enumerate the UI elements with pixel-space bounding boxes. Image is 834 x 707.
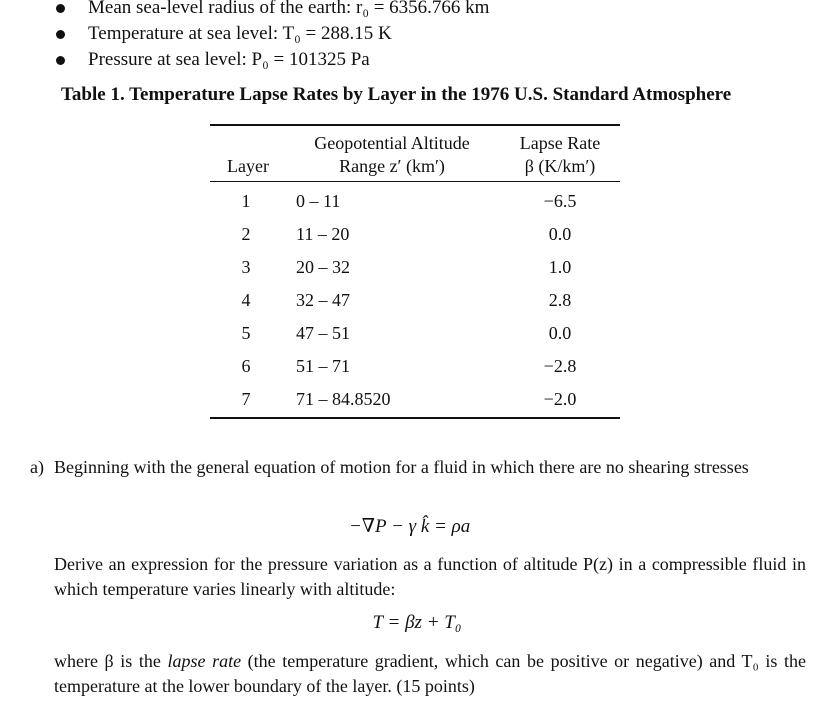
cell-range: 32 – 47 bbox=[296, 290, 350, 310]
cell-range: 47 – 51 bbox=[296, 323, 350, 343]
table-bottom-rule bbox=[210, 417, 620, 419]
cell-layer: 1 bbox=[241, 191, 251, 211]
cell-range: 0 – 11 bbox=[296, 191, 341, 211]
equation-of-motion bbox=[0, 515, 834, 538]
derive-instruction: Derive an expression for the pressure variation as a function of altitude P(z) in a compressible fluid in which temperature varies linearly with altitude: bbox=[54, 554, 806, 599]
cell-range: 51 – 71 bbox=[296, 356, 350, 376]
table-row bbox=[210, 283, 620, 316]
cell-range: 11 – 20 bbox=[296, 224, 350, 244]
list-item bbox=[56, 0, 489, 21]
table-row bbox=[210, 382, 620, 415]
header-altitude-range bbox=[302, 132, 482, 178]
cell-rate: −2.8 bbox=[543, 356, 577, 376]
header-altitude-line1: Geopotential Altitude bbox=[314, 133, 470, 153]
part-label: a) bbox=[30, 457, 44, 477]
cell-rate: 1.0 bbox=[548, 257, 572, 277]
bullet-icon bbox=[56, 56, 65, 65]
cell-rate: 0.0 bbox=[548, 224, 572, 244]
constants-list bbox=[56, 0, 489, 73]
cell-layer: 7 bbox=[241, 389, 251, 409]
cell-rate: −6.5 bbox=[543, 191, 577, 211]
lapse-rate-term: lapse rate bbox=[167, 651, 242, 671]
constant-earth-radius: Mean sea-level radius of the earth: r₀ = 6356.766 km bbox=[88, 0, 490, 18]
temperature-equation bbox=[0, 612, 834, 634]
header-rate-line2: β (K/km′) bbox=[524, 156, 596, 176]
table-body bbox=[210, 184, 620, 415]
header-altitude-line2: Range z′ (km′) bbox=[339, 156, 445, 176]
temperature-equation-text: T = βz + T₀ bbox=[372, 612, 462, 633]
table-row bbox=[210, 217, 620, 250]
cell-layer: 3 bbox=[241, 257, 251, 277]
cell-range: 71 – 84.8520 bbox=[296, 389, 391, 409]
where-suffix: (the temperature gradient, which can be positive or negative) and T₀ is the temperature at the lower boundary of the layer. (15 points) bbox=[54, 651, 806, 696]
where-prefix: where β is the bbox=[54, 651, 168, 671]
header-layer: Layer bbox=[227, 156, 269, 176]
bullet-icon bbox=[56, 30, 65, 39]
cell-layer: 6 bbox=[241, 356, 251, 376]
header-rate-line1: Lapse Rate bbox=[519, 133, 601, 153]
table-row bbox=[210, 316, 620, 349]
table-title: Table 1. Temperature Lapse Rates by Layer in the 1976 U.S. Standard Atmosphere bbox=[61, 84, 732, 105]
table-row bbox=[210, 184, 620, 217]
cell-layer: 2 bbox=[241, 224, 251, 244]
table-row bbox=[210, 250, 620, 283]
equation-motion-text: −∇P − γ k̂ = ρa⃗ bbox=[348, 516, 486, 537]
constant-sea-level-pressure: Pressure at sea level: P₀ = 101325 Pa bbox=[88, 49, 370, 70]
header-lapse-rate bbox=[510, 132, 610, 178]
table-header-rule bbox=[210, 181, 620, 182]
table-row bbox=[210, 349, 620, 382]
cell-rate: 2.8 bbox=[548, 290, 572, 310]
list-item bbox=[56, 47, 489, 73]
table-top-rule bbox=[210, 124, 620, 126]
cell-rate: −2.0 bbox=[543, 389, 577, 409]
cell-range: 20 – 32 bbox=[296, 257, 350, 277]
where-clause bbox=[54, 649, 806, 699]
cell-rate: 0.0 bbox=[548, 323, 572, 343]
list-item bbox=[56, 21, 489, 47]
cell-layer: 5 bbox=[241, 323, 251, 343]
bullet-icon bbox=[56, 4, 65, 13]
constant-sea-level-temperature: Temperature at sea level: T₀ = 288.15 K bbox=[88, 23, 392, 44]
cell-layer: 4 bbox=[241, 290, 251, 310]
part-intro: Beginning with the general equation of motion for a fluid in which there are no shearing stresses bbox=[54, 457, 749, 477]
